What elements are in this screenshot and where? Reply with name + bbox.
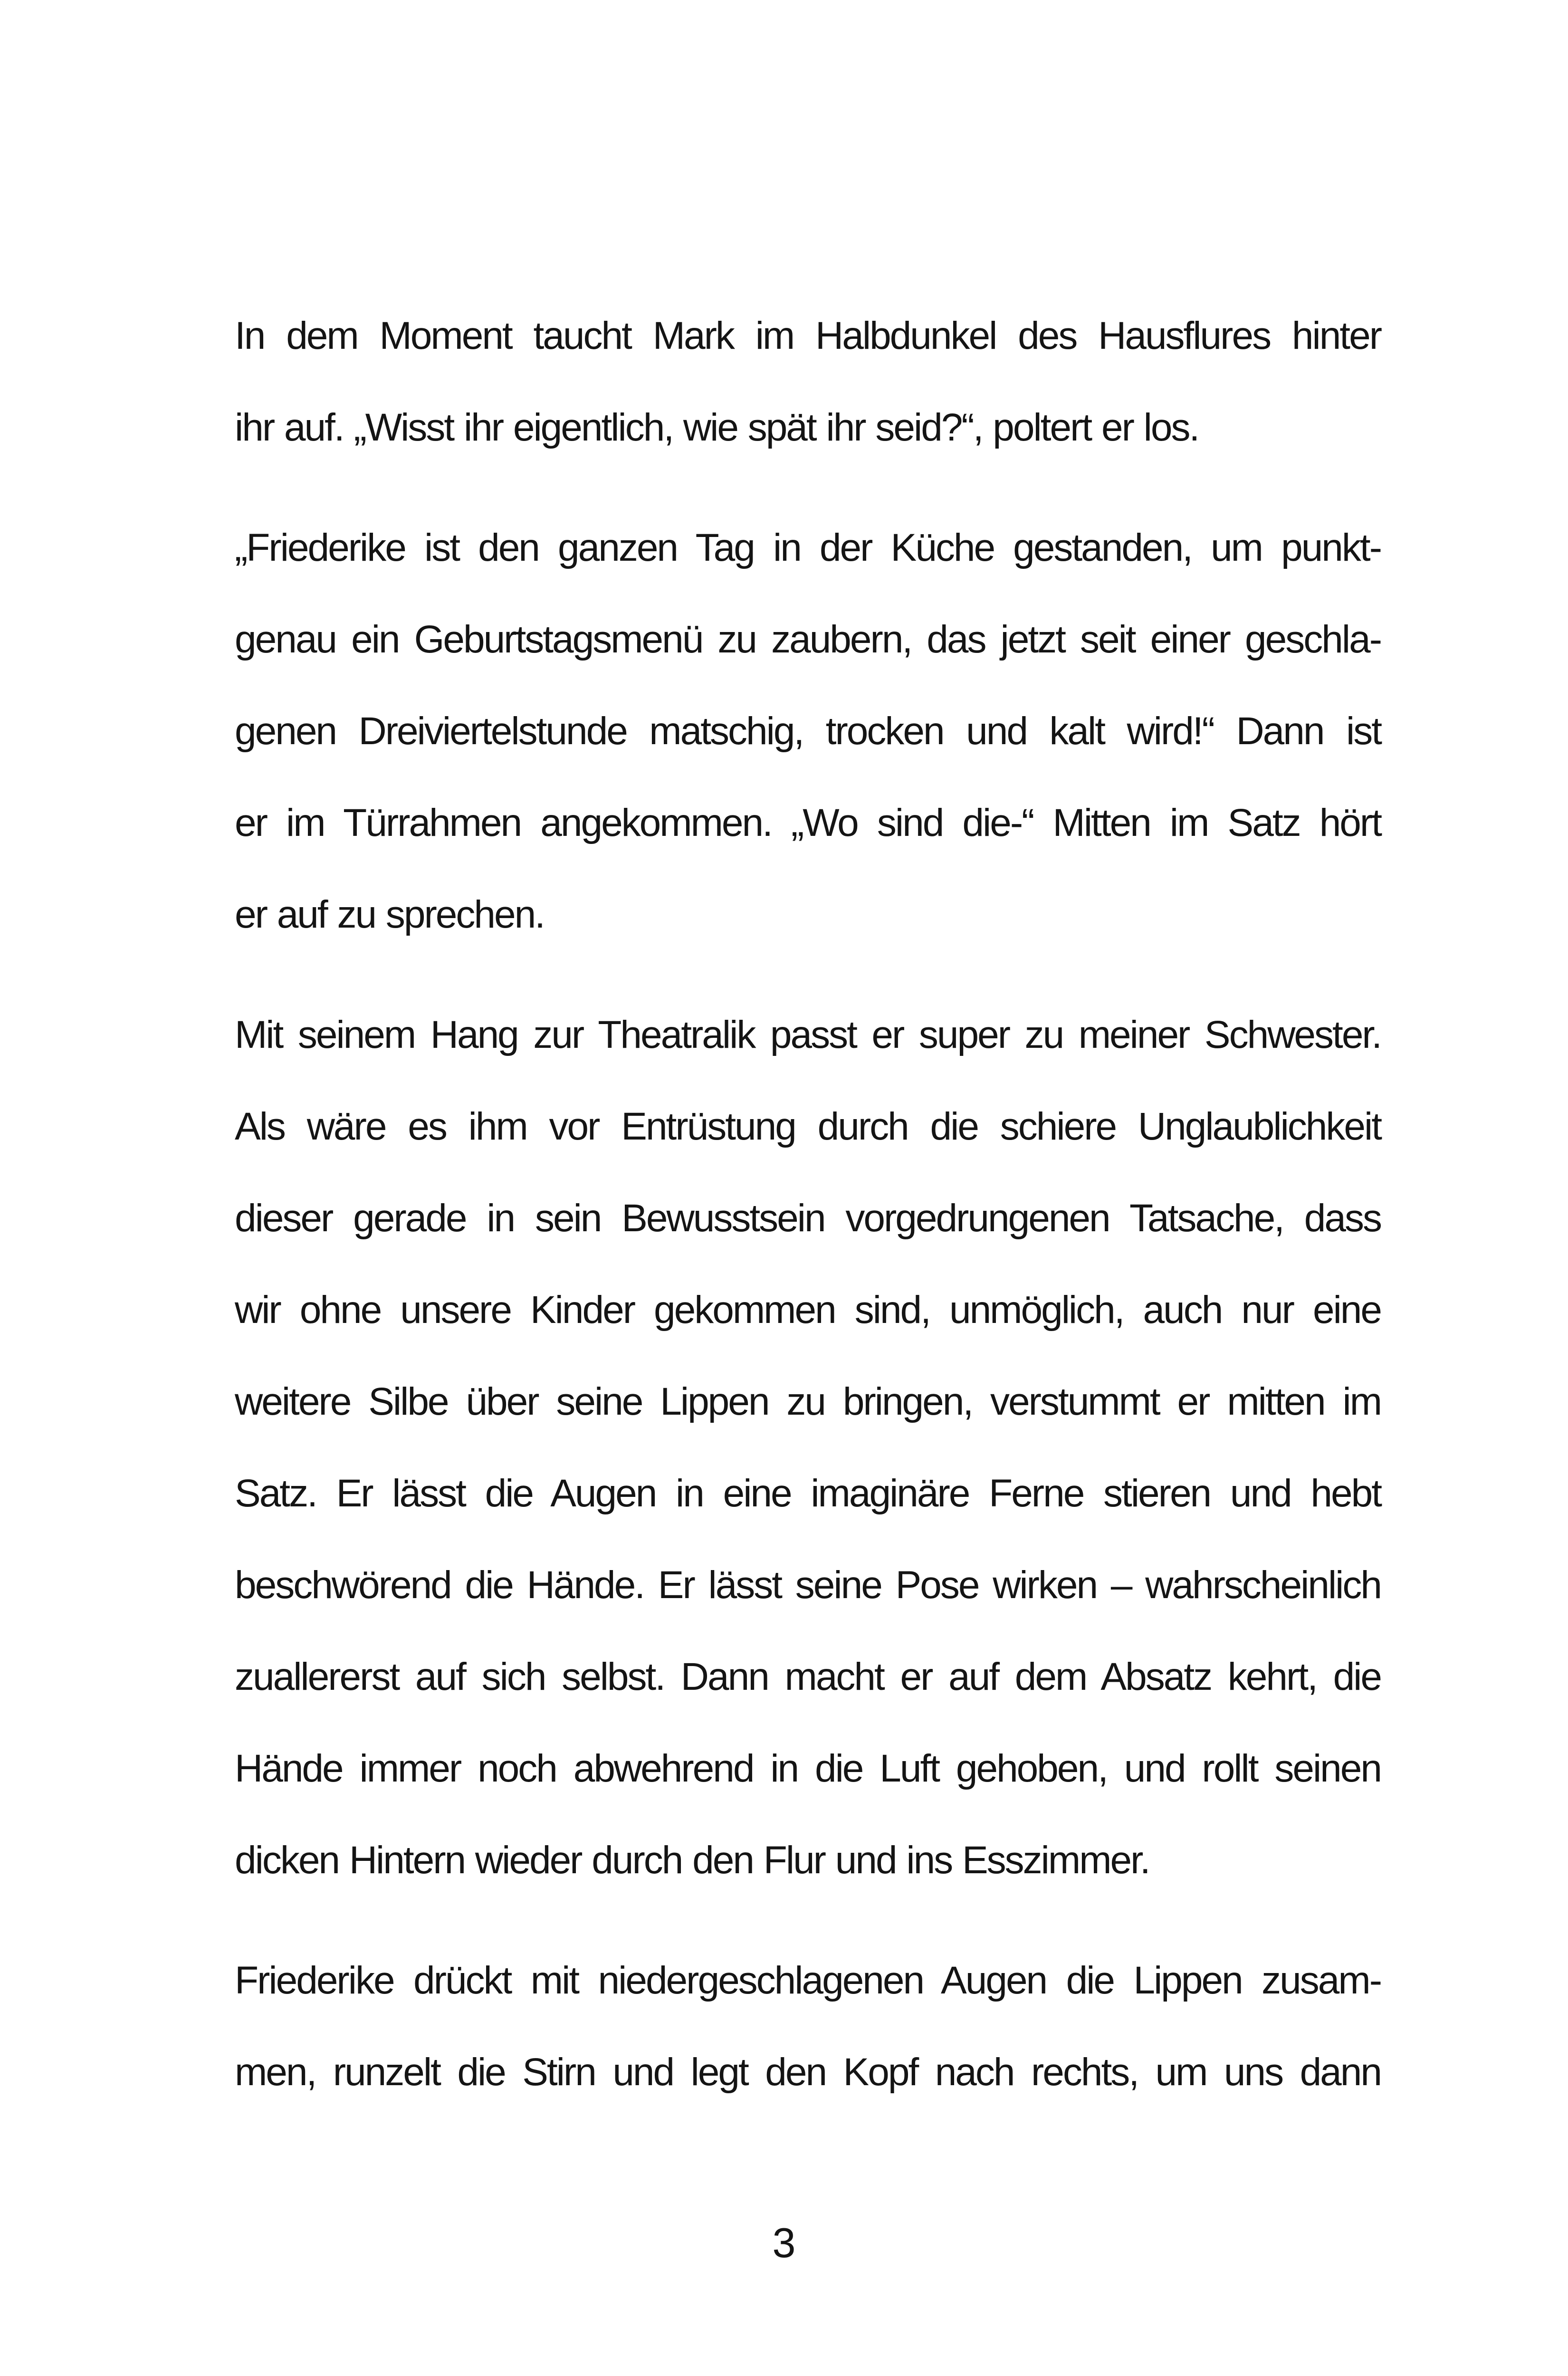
text-line: wir ohne unsere Kinder gekommen sind, unmöglich, auch nur eine: [235, 1288, 1381, 1332]
text-line: er auf zu sprechen.: [235, 893, 544, 936]
text-line: dicken Hintern wieder durch den Flur und ins Esszimmer.: [235, 1839, 1149, 1882]
text-line: beschwörend die Hände. Er lässt seine Pose wirken – wahrscheinlich: [235, 1563, 1381, 1607]
text-line: dieser gerade in sein Bewusstsein vorgedrungenen Tatsache, dass: [235, 1197, 1381, 1240]
paragraph-1: [235, 290, 1381, 473]
text-line: men, runzelt die Stirn und legt den Kopf nach rechts, um uns dann: [235, 2050, 1381, 2094]
text-line: Friederike drückt mit niedergeschlagenen Augen die Lippen zusam-: [235, 1959, 1381, 2002]
text-line: Satz. Er lässt die Augen in eine imaginäre Ferne stieren und hebt: [235, 1472, 1381, 1515]
text-line: genau ein Geburtstagsmenü zu zaubern, das jetzt seit einer geschla-: [235, 618, 1381, 661]
text-line: zuallererst auf sich selbst. Dann macht er auf dem Absatz kehrt, die: [235, 1655, 1381, 1698]
page-number: 3: [772, 2219, 796, 2266]
paragraph-3: [235, 989, 1381, 1906]
text-line: Als wäre es ihm vor Entrüstung durch die schiere Unglaublichkeit: [235, 1105, 1381, 1148]
text-line: weitere Silbe über seine Lippen zu bringen, verstummt er mitten im: [235, 1380, 1381, 1423]
text-line: genen Dreiviertelstunde matschig, trocken und kalt wird!“ Dann ist: [235, 709, 1381, 753]
text-line: Mit seinem Hang zur Theatralik passt er super zu meiner Schwester.: [235, 1013, 1381, 1056]
body-text: [235, 290, 1381, 2146]
text-line: In dem Moment taucht Mark im Halbdunkel des Hausflures hinter: [235, 314, 1381, 357]
text-line: Hände immer noch abwehrend in die Luft gehoben, und rollt seinen: [235, 1747, 1381, 1790]
text-line: „Friederike ist den ganzen Tag in der Küche gestanden, um punkt-: [235, 526, 1381, 569]
paragraph-4: [235, 1935, 1381, 2118]
paragraph-2: [235, 502, 1381, 960]
text-line: ihr auf. „Wisst ihr eigentlich, wie spät ihr seid?“, poltert er los.: [235, 406, 1199, 449]
text-line: er im Türrahmen angekommen. „Wo sind die-“ Mitten im Satz hört: [235, 801, 1381, 844]
